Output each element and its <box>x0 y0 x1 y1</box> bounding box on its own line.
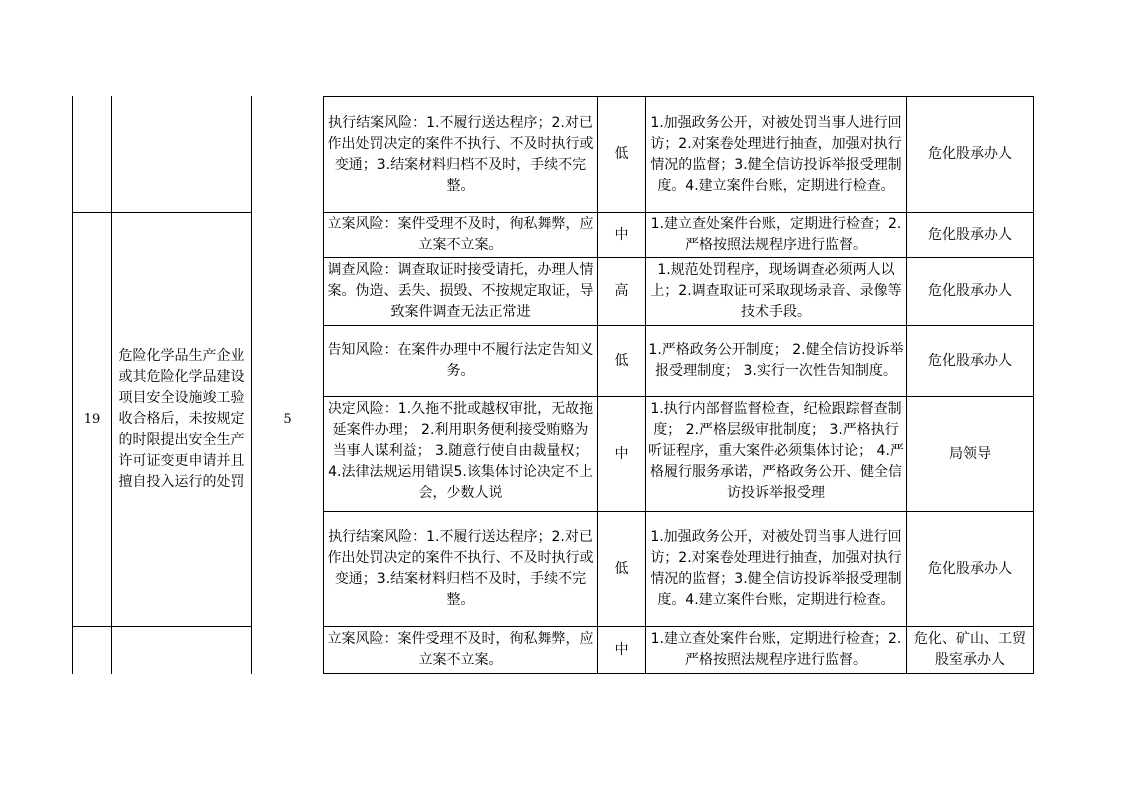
owner-cell: 危化股承办人 <box>928 226 1012 243</box>
measures-cell: 1.建立查处案件台账，定期进行检查；2.严格按照法规程序进行监督。 <box>650 216 902 253</box>
right-border-line <box>1033 96 1034 674</box>
level-cell: 高 <box>614 283 629 299</box>
risk-cell: 立案风险：案件受理不及时，徇私舞弊，应立案不立案。 <box>327 631 594 668</box>
risk-cell: 立案风险：案件受理不及时，徇私舞弊，应立案不立案。 <box>327 216 594 253</box>
level-cell: 中 <box>614 641 629 658</box>
level-cell: 中 <box>614 226 629 243</box>
level-cell: 低 <box>614 560 629 577</box>
risk-cell: 执行结案风险：1.不履行送达程序；2.对已作出处罚决定的案件不执行、不及时执行或变通；3.结案材料归档不及时，手续不完整。 <box>327 114 594 194</box>
risk-cell: 决定风险：1.久拖不批或越权审批，无故拖延案件办理； 2.利用职务便利接受贿赂为当事人谋利益； 3.随意行使自由裁量权； 4.法律法规运用错误5.该集体讨论决定不上会，少数人说 <box>327 401 594 501</box>
measures-cell: 1.规范处罚程序，现场调查必须两人以上；2.调查取证可采取现场录音、录像等技术手段。 <box>650 262 902 320</box>
measures-cell: 1.加强政务公开，对被处罚当事人进行回访；2.对案卷处理进行抽查，加强对执行情况的监督；3.健全信访投诉举报受理制度。4.建立案件台账，定期进行检查。 <box>650 529 902 608</box>
measures-cell: 1.建立查处案件台账，定期进行检查；2.严格按照法规程序进行监督。 <box>650 631 902 668</box>
level-cell: 中 <box>614 445 629 462</box>
measures-cell: 1.加强政务公开，对被处罚当事人进行回访；2.对案卷处理进行抽查，加强对执行情况的监督；3.健全信访投诉举报受理制度。4.建立案件台账，定期进行检查。 <box>650 114 902 194</box>
group-number: 19 <box>83 412 101 427</box>
group-bottom-line <box>72 626 252 627</box>
owner-cell: 危化股承办人 <box>928 146 1012 162</box>
row-line-7 <box>323 673 1034 674</box>
group-item-name: 危险化学品生产企业或其危险化学品建设项目安全设施竣工验收合格后，未按规定的时限提出安全生产许可证变更申请并且擅自投入运行的处罚 <box>118 348 245 490</box>
level-cell: 低 <box>614 146 629 162</box>
owner-cell: 危化股承办人 <box>928 283 1012 299</box>
group-count: 5 <box>283 412 292 427</box>
measures-cell: 1.严格政务公开制度； 2.健全信访投诉举报受理制度； 3.实行一次性告知制度。 <box>648 342 904 379</box>
measures-cell: 1.执行内部督监督检查，纪检跟踪督查制度； 2.严格层级审批制度； 3.严格执行听证程序，重大案件必须集体讨论； 4.严格履行服务承诺，严格政务公开、健全信访投诉举报受理 <box>648 401 904 501</box>
owner-cell: 危化、矿山、工贸股室承办人 <box>914 631 1026 668</box>
risk-cell: 执行结案风险：1.不履行送达程序；2.对已作出处罚决定的案件不执行、不及时执行或变通；3.结案材料归档不及时，手续不完整。 <box>327 529 594 608</box>
risk-cell: 告知风险：在案件办理中不履行法定告知义务。 <box>327 342 594 379</box>
risk-cell: 调查风险：调查取证时接受请托，办理人情案。伪造、丢失、损毁、不按规定取证，导致案件调查无法正常进 <box>327 262 594 320</box>
owner-cell: 危化股承办人 <box>928 560 1012 577</box>
owner-cell: 局领导 <box>949 445 991 462</box>
owner-cell: 危化股承办人 <box>928 352 1012 369</box>
level-cell: 低 <box>614 352 629 369</box>
